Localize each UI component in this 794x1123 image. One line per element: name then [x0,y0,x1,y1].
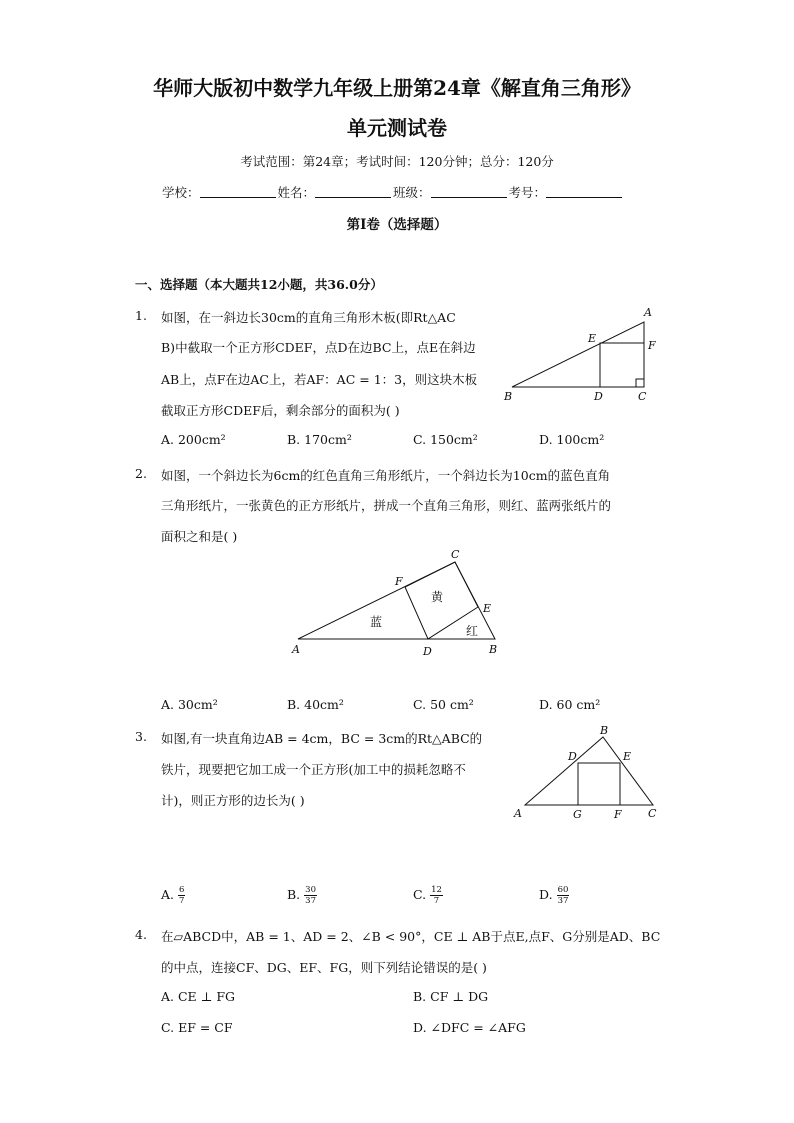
name-label: 姓名： [277,185,316,200]
region-red: 红 [466,624,479,638]
name-field[interactable] [315,183,391,198]
question-2-option-a[interactable]: A. 30cm² [161,697,218,712]
question-3-option-d[interactable] [539,885,569,906]
option-d-letter: D. [539,887,553,902]
page-title: 华师大版初中数学九年级上册第24章《解直角三角形》 [153,76,641,100]
option-d-fraction [557,885,570,906]
triangle-abc [512,322,644,387]
triangle-abc [525,737,653,805]
question-3-line-1: 如图,有一块直角边AB = 4cm，BC = 3cm的Rt△ABC的 [161,731,483,746]
question-1-line-3: AB上，点F在边AC上，若AF：AC = 1：3，则这块木板 [161,372,478,387]
option-a-denominator: 7 [179,896,185,906]
question-3-figure [508,722,668,827]
label-f: F [614,808,622,821]
question-4-number: 4. [135,927,147,942]
school-label: 学校： [162,185,200,200]
option-a-numerator: 6 [179,885,185,895]
question-1-option-a[interactable]: A. 200cm² [161,432,226,447]
school-field[interactable] [200,183,276,198]
question-1-line-1: 如图，在一斜边长30cm的直角三角形木板(即Rt△AC [161,310,456,325]
class-label: 班级： [393,185,431,200]
label-b: B [489,643,498,656]
question-4-option-a[interactable]: A. CE ⊥ FG [161,989,236,1004]
label-f: F [395,575,403,588]
question-4-option-c[interactable]: C. EF = CF [161,1020,233,1035]
label-a: A [292,643,300,656]
question-2-line-3: 面积之和是( ) [161,529,238,544]
question-2-option-c[interactable]: C. 50 cm² [413,697,474,712]
option-b-numerator: 30 [305,885,316,895]
question-3-option-b[interactable] [287,885,317,906]
page-subtitle-title: 单元测试卷 [347,116,447,140]
question-3-option-a[interactable] [161,885,185,906]
option-d-denominator: 37 [557,896,569,906]
question-1-option-b[interactable]: B. 170cm² [287,432,352,447]
label-c: C [648,807,657,820]
exam-number-field[interactable] [546,183,622,198]
question-1-line-4: 截取正方形CDEF后，剩余部分的面积为( ) [161,403,400,418]
question-2-line-1: 如图，一个斜边长为6cm的红色直角三角形纸片，一个斜边长为10cm的蓝色直角 [161,468,611,483]
square-cdef [600,343,644,387]
question-4-line-1: 在▱ABCD中，AB = 1、AD = 2、∠B < 90°，CE ⊥ AB于点E,点F、G分别是AD、BC [161,929,661,944]
question-3-option-c[interactable] [413,885,443,906]
question-3-line-2: 铁片，现要把它加工成一个正方形(加工中的损耗忽略不 [161,762,466,777]
option-b-fraction [304,885,317,906]
volume-heading: 第I卷（选择题） [346,217,448,233]
question-2-option-d[interactable]: D. 60 cm² [539,697,601,712]
question-3-line-3: 计)，则正方形的边长为( ) [161,793,305,808]
question-1-option-d[interactable]: D. 100cm² [539,432,605,447]
question-1-option-c[interactable]: C. 150cm² [413,432,478,447]
label-d: D [594,390,603,403]
question-3-number: 3. [135,729,147,744]
label-b: B [504,390,513,403]
label-e: E [588,332,597,345]
exam-info: 考试范围：第24章；考试时间：120分钟；总分：120分 [240,154,554,169]
class-field[interactable] [431,183,507,198]
question-1-figure [500,302,665,407]
label-d: D [568,750,577,763]
exam-number-label: 考号： [508,185,547,200]
question-2-number: 2. [135,466,147,481]
question-4-option-d[interactable]: D. ∠DFC = ∠AFG [413,1020,526,1035]
label-c: C [638,390,647,403]
question-2-option-b[interactable]: B. 40cm² [287,697,344,712]
question-2-line-2: 三角形纸片，一张黄色的正方形纸片，拼成一个直角三角形，则红、蓝两张纸片的 [161,498,612,513]
option-c-numerator: 12 [431,885,442,895]
student-info-fields [162,183,624,201]
option-b-denominator: 37 [305,896,316,906]
region-yellow: 黄 [431,590,444,604]
option-c-letter: C. [413,887,427,902]
section-heading: 一、选择题（本大题共12小题，共36.0分） [135,277,383,292]
label-g: G [573,808,582,821]
question-4-line-2: 的中点，连接CF、DG、EF、FG，则下列结论错误的是( ) [161,960,487,975]
question-4-option-b[interactable]: B. CF ⊥ DG [413,989,489,1004]
option-d-numerator: 60 [557,885,569,895]
question-2-figure [285,545,510,660]
label-d: D [423,645,432,658]
label-e: E [483,602,492,615]
label-e: E [623,750,632,763]
option-c-denominator: 7 [433,896,440,906]
option-a-letter: A. [161,887,175,902]
option-a-fraction [178,885,185,906]
label-b: B [600,724,609,737]
label-a: A [514,807,522,820]
option-c-fraction [430,885,443,906]
region-blue: 蓝 [370,615,383,629]
label-f: F [648,339,656,352]
label-a: A [644,306,652,319]
option-b-letter: B. [287,887,301,902]
label-c: C [451,548,460,561]
right-angle-mark [636,379,644,387]
square-defg [578,763,620,805]
question-1-number: 1. [135,308,147,323]
question-1-line-2: B)中截取一个正方形CDEF，点D在边BC上，点E在斜边 [161,340,476,355]
